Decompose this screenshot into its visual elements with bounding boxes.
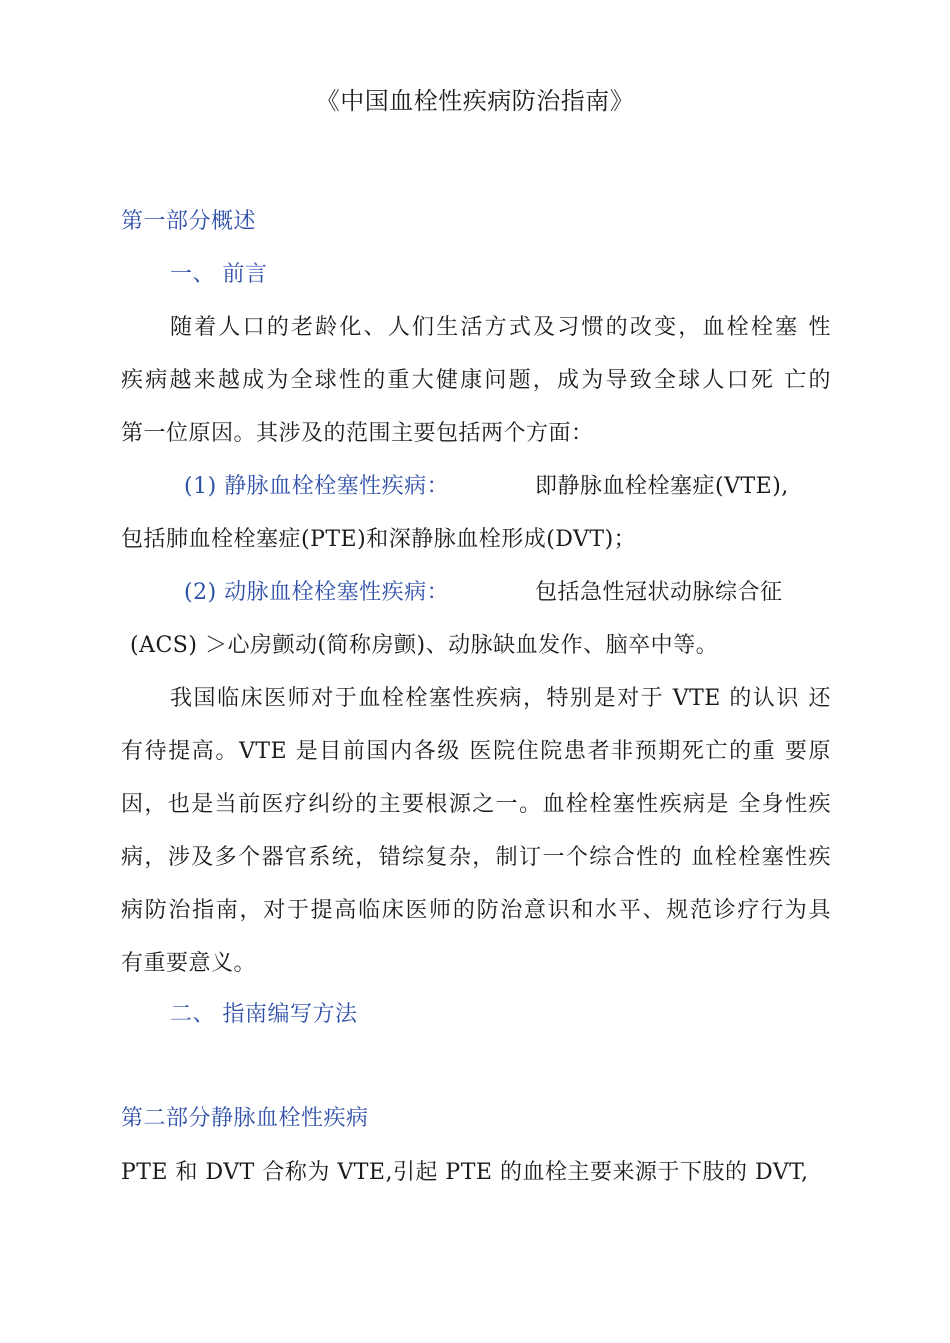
intro-line-2: 疾病越来越成为全球性的重大健康问题，成为导致全球人口死 亡的 [121,368,831,393]
list-item-1-text: 即静脉血栓栓塞症(VTE), [535,474,789,499]
list-item-1 [184,472,831,502]
para2-line-6: 有重要意义。 [121,951,257,976]
para2-line-3: 因，也是当前医疗纠纷的主要根源之一。血栓栓塞性疾病是 全身性疾 [121,792,831,817]
part2-heading: 第二部分静脉血栓性疾病 [121,1106,369,1131]
list-item-2-label: (2) 动脉血栓栓塞性疾病： [184,580,450,605]
section2-heading: 二、 指南编写方法 [170,1002,358,1027]
document-title: 《中国血栓性疾病防治指南》 [315,87,635,115]
para2-line-1: 我国临床医师对于血栓栓塞性疾病，特别是对于 VTE 的认识 还 [170,686,831,711]
list-item-2 [184,578,831,608]
para2-line-5: 病防治指南，对于提高临床医师的防治意识和水平、规范诊疗行为具 [121,898,831,923]
intro-line-1: 随着人口的老龄化、人们生活方式及习惯的改变，血栓栓塞 性 [170,315,831,340]
intro-line-3: 第一位原因。其涉及的范围主要包括两个方面： [121,421,594,446]
section1-heading: 一、 前言 [170,262,268,287]
part2-line: PTE 和 DVT 合称为 VTE,引起 PTE 的血栓主要来源于下肢的 DVT, [121,1160,809,1185]
list-item-1-continuation: 包括肺血栓栓塞症(PTE)和深静脉血栓形成(DVT)； [121,527,637,552]
list-item-2-continuation: (ACS) ＞心房颤动(简称房颤)、动脉缺血发作、脑卒中等。 [130,633,719,658]
part1-heading: 第一部分概述 [121,209,257,234]
list-item-2-text: 包括急性冠状动脉综合征 [535,580,783,605]
para2-line-2: 有待提高。VTE 是目前国内各级 医院住院患者非预期死亡的重 要原 [121,739,831,764]
list-item-1-label: (1) 静脉血栓栓塞性疾病： [184,474,450,499]
para2-line-4: 病，涉及多个器官系统，错综复杂，制订一个综合性的 血栓栓塞性疾 [121,845,831,870]
